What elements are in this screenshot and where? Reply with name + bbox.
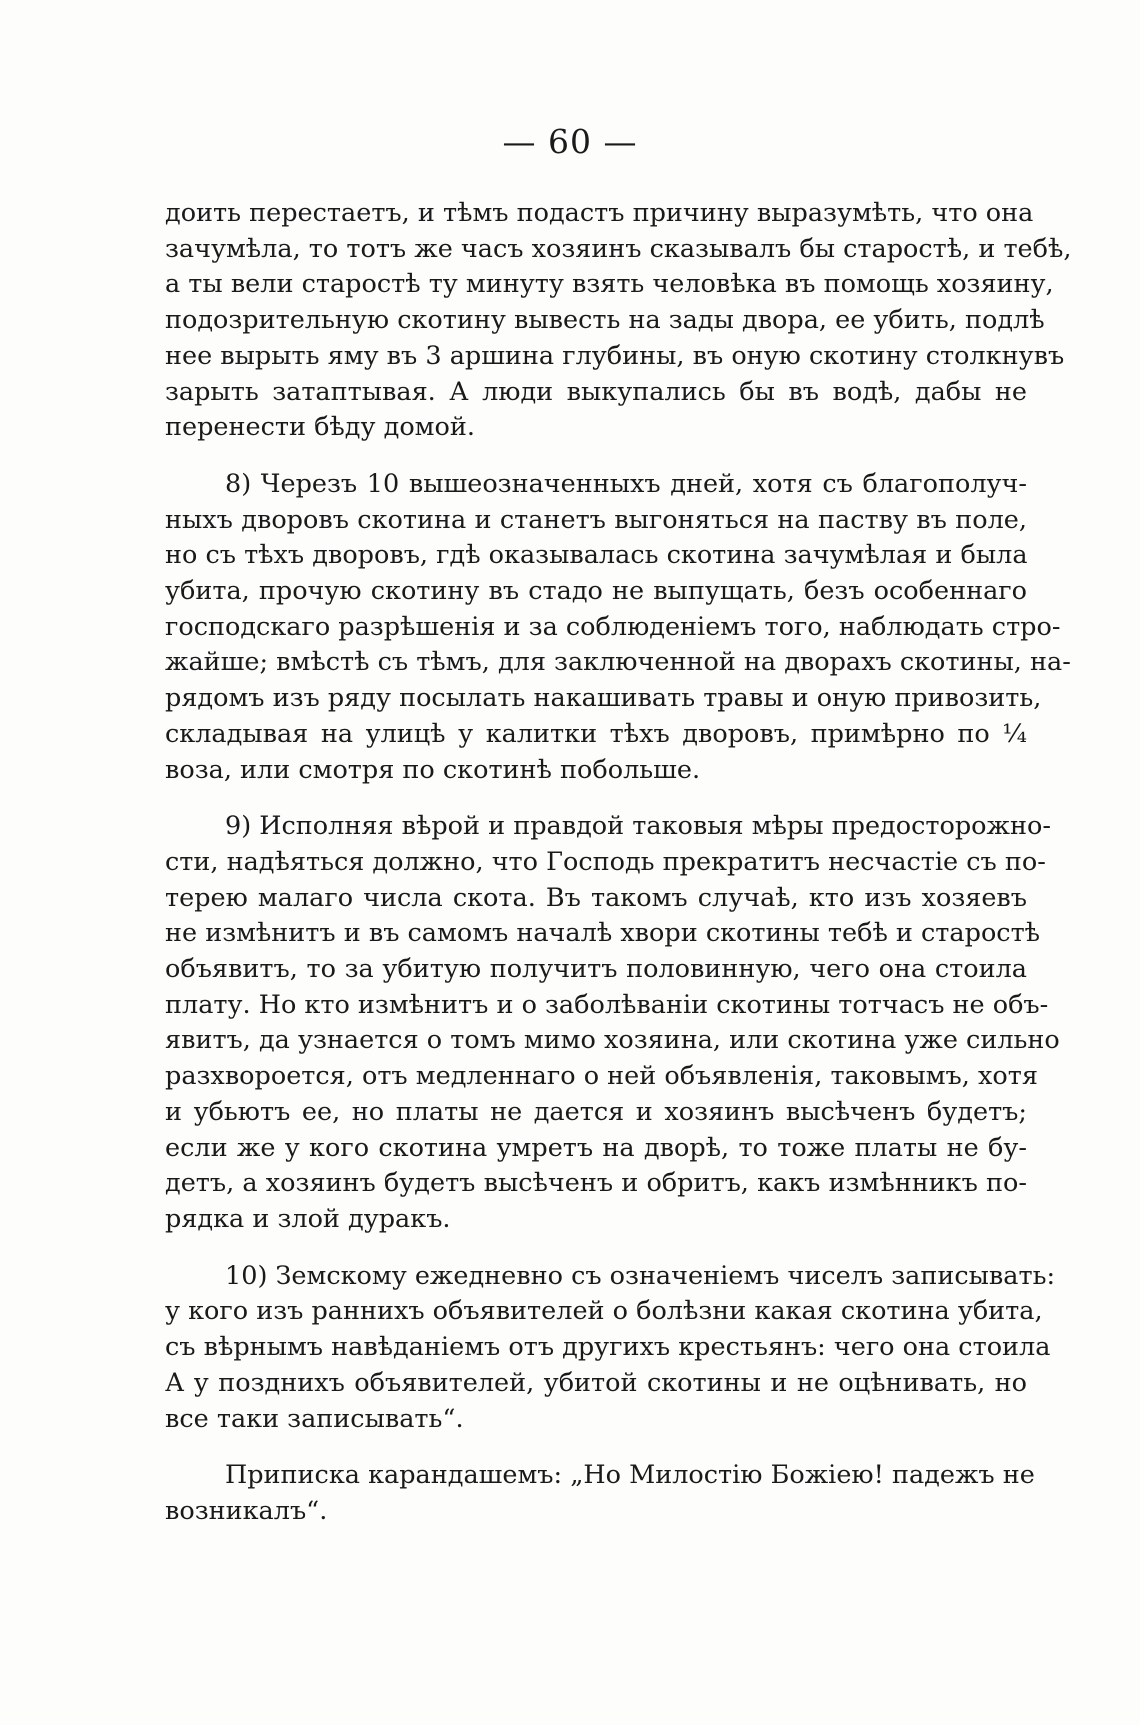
text-line: все таки записывать“.	[165, 1403, 464, 1434]
text-line: явитъ, да узнается о томъ мимо хозяина, или скотина уже сильно	[165, 1025, 1060, 1056]
text-line: и убьютъ ее, но платы не дается и хозяинъ высѣченъ будетъ;	[165, 1096, 1027, 1127]
page-number: — 60 —	[502, 122, 638, 161]
paragraph	[165, 1458, 1035, 1529]
text-line: воза, или смотря по скотинѣ побольше.	[165, 754, 701, 785]
text-line: перенести бѣду домой.	[165, 412, 475, 443]
text-line: Приписка карандашемъ: „Но Милостію Божіею! падежъ не	[225, 1460, 1035, 1491]
text-line: но съ тѣхъ дворовъ, гдѣ оказывалась скотина зачумѣлая и была	[165, 540, 1028, 571]
text-line: подозрительную скотину вывесть на зады двора, ее убить, подлѣ	[165, 305, 1045, 336]
text-line: убита, прочую скотину въ стадо не выпущать, безъ особеннаго	[165, 576, 1027, 607]
text-line: съ вѣрнымъ навѣданіемъ отъ другихъ крестьянъ: чего она стоила	[165, 1332, 1051, 1363]
text-line: детъ, а хозяинъ будетъ высѣченъ и обритъ, какъ измѣнникъ по-	[165, 1168, 1027, 1199]
text-line: 8) Черезъ 10 вышеозначенныхъ дней, хотя съ благополуч-	[225, 468, 1027, 499]
text-line: плату. Но кто измѣнитъ и о заболѣваніи скотины тотчасъ не объ-	[165, 989, 1049, 1020]
body-text	[165, 196, 1072, 1530]
text-line: если же у кого скотина умретъ на дворѣ, то тоже платы не бу-	[165, 1132, 1027, 1163]
text-line: зачумѣла, то тотъ же часъ хозяинъ сказывалъ бы старостѣ, и тебѣ,	[165, 233, 1072, 264]
paragraph	[165, 809, 1060, 1237]
text-line: рядка и злой дуракъ.	[165, 1203, 451, 1234]
paragraph	[165, 196, 1072, 446]
text-line: жайше; вмѣстѣ съ тѣмъ, для заключенной на дворахъ скотины, на-	[165, 647, 1071, 678]
text-line: А у позднихъ объявителей, убитой скотины и не оцѣнивать, но	[165, 1367, 1027, 1398]
text-line: а ты вели старостѣ ту минуту взять человѣка въ помощь хозяину,	[165, 269, 1054, 300]
text-line: возникалъ“.	[165, 1495, 328, 1526]
text-line: нее вырыть яму въ 3 аршина глубины, въ оную скотину столкнувъ	[165, 340, 1065, 371]
text-line: объявитъ, то за убитую получитъ половинную, чего она стоила	[165, 954, 1027, 985]
text-line: разхвороется, отъ медленнаго о ней объявленія, таковымъ, хотя	[165, 1061, 1038, 1092]
text-line: сти, надѣяться должно, что Господь прекратитъ несчастіе съ по-	[165, 846, 1046, 877]
text-line: 9) Исполняя вѣрой и правдой таковыя мѣры предосторожно-	[225, 811, 1051, 842]
text-line: господскаго разрѣшенія и за соблюденіемъ того, наблюдать стро-	[165, 611, 1061, 642]
text-line: ныхъ дворовъ скотина и станетъ выгоняться на паству въ поле,	[165, 504, 1027, 535]
text-line: доить перестаетъ, и тѣмъ подастъ причину выразумѣть, что она	[165, 198, 1034, 228]
paragraph	[165, 1259, 1056, 1438]
text-line: терею малаго числа скота. Въ такомъ случаѣ, кто изъ хозяевъ	[165, 882, 1027, 913]
text-line: рядомъ изъ ряду посылать накашивать травы и оную привозить,	[165, 683, 1042, 714]
text-line: складывая на улицѣ у калитки тѣхъ дворовъ, примѣрно по ¼	[165, 718, 1027, 749]
text-line: зарыть затаптывая. А люди выкупались бы въ водѣ, дабы не	[165, 376, 1027, 407]
text-line: 10) Земскому ежедневно съ означеніемъ чиселъ записывать:	[225, 1260, 1056, 1291]
text-line: у кого изъ раннихъ объявителей о болѣзни какая скотина убита,	[165, 1296, 1043, 1327]
text-line: не измѣнитъ и въ самомъ началѣ хвори скотины тебѣ и старостѣ	[165, 918, 1041, 949]
paragraph	[165, 467, 1071, 788]
